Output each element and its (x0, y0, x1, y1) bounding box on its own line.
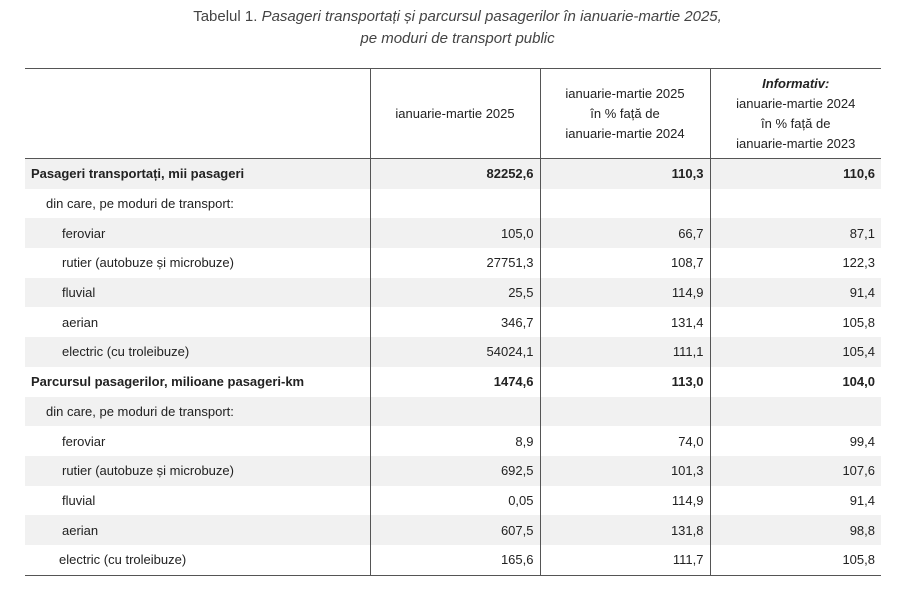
cell-value: 131,4 (540, 307, 710, 337)
cell-value: 91,4 (710, 278, 881, 308)
row-label: feroviar (25, 218, 370, 248)
cell-value: 108,7 (540, 248, 710, 278)
table-row (25, 426, 881, 456)
header-label-col (25, 69, 370, 159)
caption-title-line2: pe moduri de transport public (360, 30, 555, 47)
cell-value: 110,3 (540, 159, 710, 189)
row-label: rutier (autobuze și microbuze) (25, 456, 370, 486)
header-row (25, 69, 881, 159)
header-col-2025-vs-2024: ianuarie-martie 2025 în % față de ianuarie-martie 2024 (540, 69, 710, 159)
row-label: Parcursul pasagerilor, milioane pasageri-km (31, 374, 305, 390)
table-row (25, 545, 881, 575)
cell-value (710, 397, 881, 427)
cell-value: 111,1 (540, 337, 710, 367)
cell-value: 99,4 (710, 426, 881, 456)
cell-value: 114,9 (540, 486, 710, 516)
row-label: din care, pe moduri de transport: (25, 397, 370, 427)
cell-value: 54024,1 (370, 337, 540, 367)
cell-value: 113,0 (540, 367, 710, 397)
table-row (25, 307, 881, 337)
cell-value: 27751,3 (370, 248, 540, 278)
cell-value (710, 189, 881, 219)
row-label: fluvial (62, 492, 96, 508)
cell-value: 105,4 (710, 337, 881, 367)
row-label: aerian (25, 515, 370, 545)
cell-value: 110,6 (710, 159, 881, 189)
cell-value: 98,8 (710, 515, 881, 545)
table-row (25, 397, 881, 427)
cell-value: 25,5 (370, 278, 540, 308)
cell-value: 122,3 (710, 248, 881, 278)
table-row (25, 337, 881, 367)
table-caption (0, 6, 915, 50)
row-label: Pasageri transportați, mii pasageri (25, 159, 370, 189)
transport-table (25, 68, 881, 576)
cell-value: 91,4 (710, 486, 881, 516)
cell-value (370, 189, 540, 219)
row-label: feroviar (62, 433, 106, 449)
cell-value: 105,8 (710, 545, 881, 575)
header-col-informativ: Informativ: ianuarie-martie 2024 în % față de ianuarie-martie 2023 (710, 69, 881, 159)
row-label: electric (cu troleibuze) (25, 337, 370, 367)
cell-value: 346,7 (370, 307, 540, 337)
cell-value (370, 397, 540, 427)
row-label: fluvial (25, 278, 370, 308)
cell-value: 74,0 (540, 426, 710, 456)
table-row (25, 189, 881, 219)
caption-title: Pasageri transportați și parcursul pasagerilor în ianuarie-martie 2025, (261, 8, 722, 25)
cell-value: 87,1 (710, 218, 881, 248)
row-label: rutier (autobuze și microbuze) (62, 255, 234, 271)
table-row (25, 367, 881, 397)
cell-value: 607,5 (370, 515, 540, 545)
table-row (25, 515, 881, 545)
row-label: aerian (62, 314, 99, 330)
cell-value: 0,05 (370, 486, 540, 516)
caption-prefix: Tabelul 1. (193, 8, 258, 25)
table-row (25, 456, 881, 486)
table-row (25, 278, 881, 308)
table-row (25, 248, 881, 278)
cell-value: 131,8 (540, 515, 710, 545)
cell-value: 105,8 (710, 307, 881, 337)
cell-value: 8,9 (370, 426, 540, 456)
cell-value: 114,9 (540, 278, 710, 308)
header-col-2025: ianuarie-martie 2025 (370, 69, 540, 159)
cell-value (540, 189, 710, 219)
cell-value: 82252,6 (370, 159, 540, 189)
table-row (25, 486, 881, 516)
cell-value: 101,3 (540, 456, 710, 486)
cell-value: 692,5 (370, 456, 540, 486)
table-row (25, 159, 881, 189)
row-label: electric (cu troleibuze) (25, 545, 370, 575)
cell-value: 165,6 (370, 545, 540, 575)
cell-value: 1474,6 (370, 367, 540, 397)
row-label: din care, pe moduri de transport: (46, 196, 234, 212)
cell-value: 105,0 (370, 218, 540, 248)
table-row (25, 218, 881, 248)
cell-value: 104,0 (710, 367, 881, 397)
cell-value: 111,7 (540, 545, 710, 575)
cell-value: 66,7 (540, 218, 710, 248)
cell-value (540, 397, 710, 427)
cell-value: 107,6 (710, 456, 881, 486)
